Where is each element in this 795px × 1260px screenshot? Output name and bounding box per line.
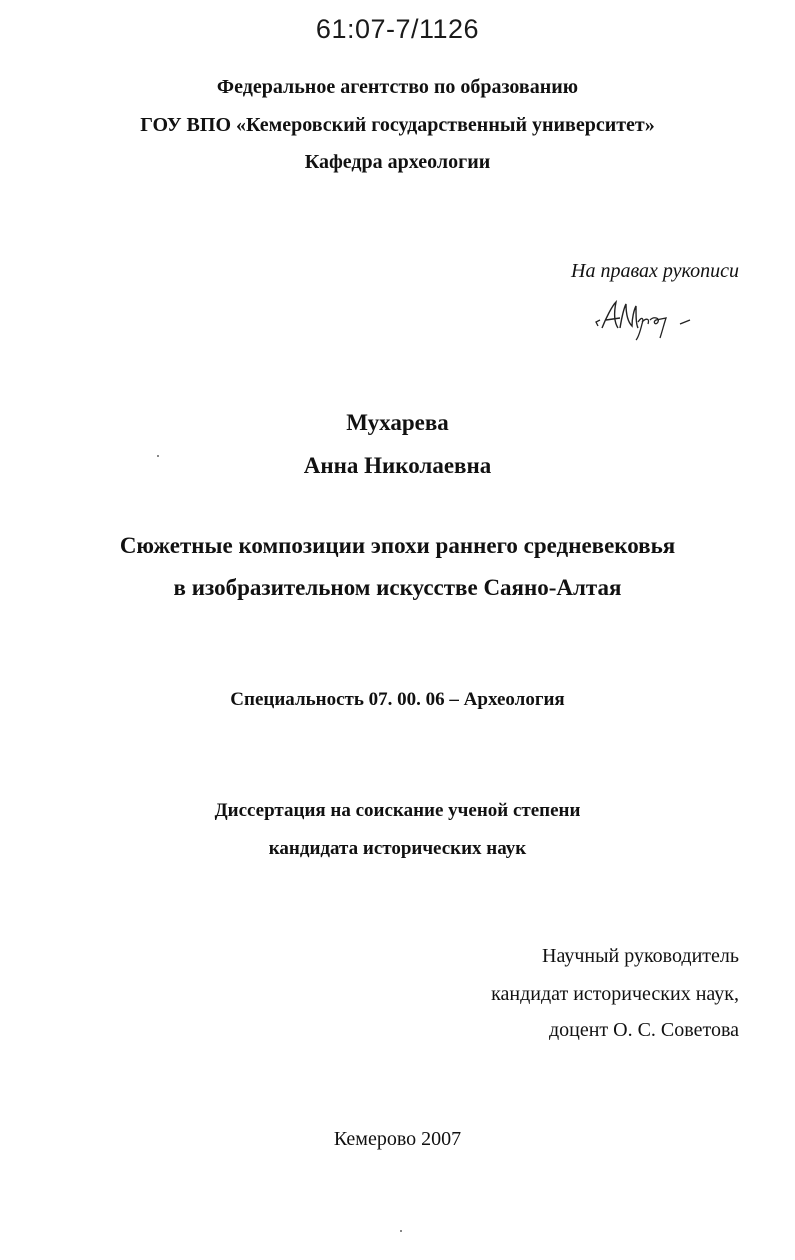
supervisor-degree: кандидат исторических наук, — [491, 983, 739, 1005]
author-surname: Мухарева — [346, 410, 449, 435]
scan-speck — [400, 1230, 402, 1232]
thesis-title-line-2: в изобразительном искусстве Саяно-Алтая — [173, 575, 622, 600]
signature-icon — [592, 294, 712, 344]
university-name: ГОУ ВПО «Кемеровский государственный университет» — [140, 114, 655, 136]
supervisor-role: Научный руководитель — [542, 945, 739, 967]
agency-name: Федеральное агентство по образованию — [216, 76, 579, 98]
thesis-title-line-1: Сюжетные композиции эпохи раннего средневековья — [119, 533, 676, 558]
manuscript-rights-note: На правах рукописи — [571, 260, 739, 282]
scan-speck — [157, 455, 159, 457]
author-given-names: Анна Николаевна — [303, 453, 492, 478]
degree-line-1: Диссертация на соискание ученой степени — [214, 800, 581, 821]
city-year: Кемерово 2007 — [333, 1128, 462, 1150]
catalog-stamp-code: 61:07-7/1126 — [315, 14, 480, 44]
supervisor-name: доцент О. С. Советова — [548, 1019, 739, 1041]
specialty: Специальность 07. 00. 06 – Археология — [230, 689, 565, 710]
department-name: Кафедра археологии — [304, 151, 491, 173]
degree-line-2: кандидата исторических наук — [268, 838, 527, 859]
